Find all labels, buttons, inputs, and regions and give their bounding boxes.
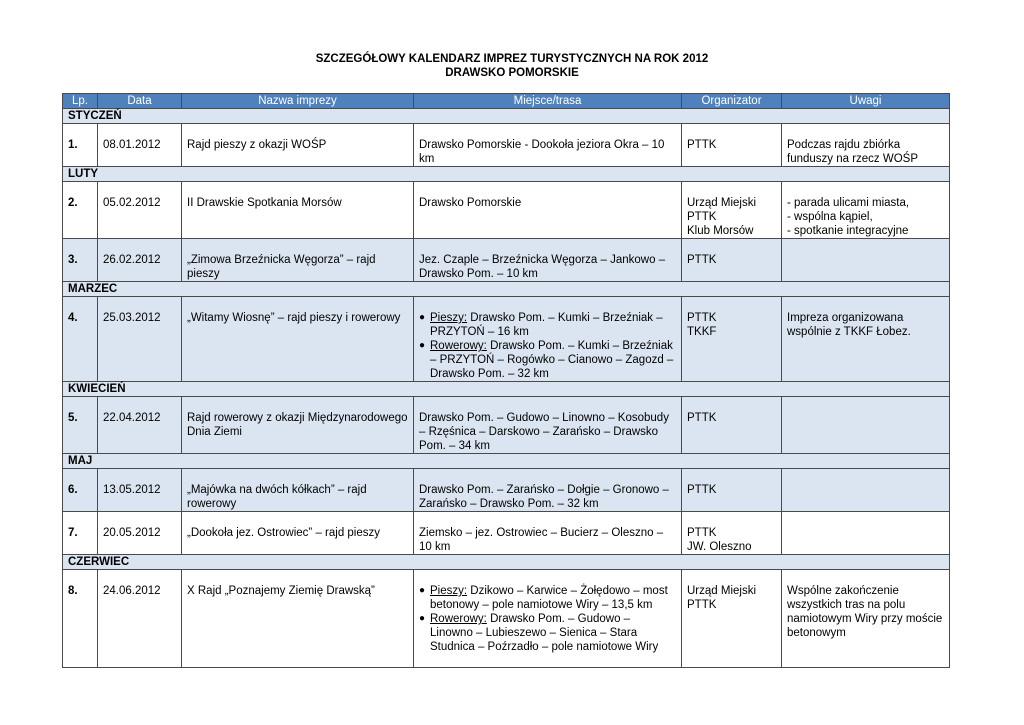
- organizer-line: PTTK: [687, 527, 717, 539]
- route-label: Rowerowy:: [430, 613, 487, 625]
- event-notes: [782, 469, 950, 512]
- event-organizer: [682, 397, 782, 454]
- bullet-icon: ●: [419, 340, 426, 351]
- event-date: 26.02.2012: [98, 239, 182, 282]
- table-row: [63, 124, 950, 167]
- event-date: 25.03.2012: [98, 297, 182, 382]
- note-line: Wspólne zakończenie wszystkich tras na polu namiotowym Wiry przy moście betonowym: [787, 585, 943, 639]
- events-calendar-table: [62, 93, 950, 668]
- event-organizer: [682, 124, 782, 167]
- event-place: Drawsko Pom. – Gudowo – Linowno – Kosobudy – Rzęśnica – Darskowo – Zarańsko – Drawsko Pom. – 34 km: [414, 397, 682, 454]
- event-organizer: [682, 297, 782, 382]
- organizer-line: PTTK: [687, 484, 717, 496]
- month-label: KWIECIEŃ: [63, 382, 950, 397]
- event-name: „Dookoła jez. Ostrowiec” – rajd pieszy: [182, 512, 414, 555]
- note-line: Podczas rajdu zbiórka funduszy na rzecz WOŚP: [787, 139, 919, 165]
- event-lp: 3.: [63, 239, 98, 282]
- organizer-line: TKKF: [687, 326, 717, 338]
- event-place: Drawsko Pom. – Zarańsko – Dołgie – Gronowo – Zarańsko – Drawsko Pom. – 32 km: [414, 469, 682, 512]
- event-place: Ziemsko – jez. Ostrowiec – Bucierz – Oleszno – 10 km: [414, 512, 682, 555]
- route-label: Rowerowy:: [430, 340, 487, 352]
- event-organizer: [682, 182, 782, 239]
- note-line: - spotkanie integracyjne: [787, 225, 909, 237]
- event-place: [414, 297, 682, 382]
- route-item: [419, 311, 676, 339]
- header-place-route: Miejsce/trasa: [414, 94, 682, 109]
- event-place: [414, 570, 682, 668]
- note-line: - wspólna kąpiel,: [787, 211, 873, 223]
- event-lp: 2.: [63, 182, 98, 239]
- organizer-line: Urząd Miejski: [687, 197, 757, 209]
- bullet-icon: ●: [419, 312, 426, 323]
- header-lp: Lp.: [63, 94, 98, 109]
- event-name: II Drawskie Spotkania Morsów: [182, 182, 414, 239]
- organizer-line: PTTK: [687, 139, 717, 151]
- table-header-row: [63, 94, 950, 109]
- route-item: [419, 612, 676, 654]
- event-date: 22.04.2012: [98, 397, 182, 454]
- header-event-name: Nazwa imprezy: [182, 94, 414, 109]
- event-notes: [782, 397, 950, 454]
- month-row-june: [63, 555, 950, 570]
- route-text: Drawsko Pom. – Kumki – Brzeźniak – PRZYTOŃ – Rogówko – Cianowo – Zagozd – Drawsko Pom. – 32 km: [430, 340, 674, 380]
- event-notes: [782, 124, 950, 167]
- organizer-line: Klub Morsów: [687, 225, 754, 237]
- table-row: [63, 469, 950, 512]
- document-subtitle: DRAWSKO POMORSKIE: [445, 67, 579, 79]
- organizer-line: PTTK: [687, 254, 717, 266]
- month-row-april: [63, 382, 950, 397]
- note-line: - parada ulicami miasta,: [787, 197, 910, 209]
- table-row: [63, 182, 950, 239]
- month-row-may: [63, 454, 950, 469]
- event-date: 13.05.2012: [98, 469, 182, 512]
- month-label: CZERWIEC: [63, 555, 950, 570]
- header-notes: Uwagi: [782, 94, 950, 109]
- event-lp: 6.: [63, 469, 98, 512]
- event-date: 08.01.2012: [98, 124, 182, 167]
- month-label: STYCZEŃ: [63, 109, 950, 124]
- organizer-line: JW. Oleszno: [687, 541, 752, 553]
- event-lp: 4.: [63, 297, 98, 382]
- note-line: Impreza organizowana wspólnie z TKKF Łobez.: [787, 312, 911, 338]
- event-lp: 8.: [63, 570, 98, 668]
- event-name: „Zimowa Brzeźnicka Węgorza” – rajd pieszy: [182, 239, 414, 282]
- event-name: Rajd pieszy z okazji WOŚP: [182, 124, 414, 167]
- table-row: [63, 570, 950, 668]
- event-notes: [782, 512, 950, 555]
- event-notes: [782, 182, 950, 239]
- header-organizer: Organizator: [682, 94, 782, 109]
- route-item: [419, 339, 676, 381]
- header-date: Data: [98, 94, 182, 109]
- event-notes: [782, 570, 950, 668]
- organizer-line: PTTK: [687, 599, 717, 611]
- event-date: 24.06.2012: [98, 570, 182, 668]
- document-title: SZCZEGÓŁOWY KALENDARZ IMPREZ TURYSTYCZNYCH NA ROK 2012: [315, 53, 709, 65]
- route-text: Drawsko Pom. – Gudowo – Linowno – Lubieszewo – Sienica – Stara Studnica – Poźrzadło – pole namiotowe Wiry: [430, 613, 659, 653]
- table-row: [63, 512, 950, 555]
- table-row: [63, 397, 950, 454]
- event-date: 05.02.2012: [98, 182, 182, 239]
- month-label: MARZEC: [63, 282, 950, 297]
- event-place: Drawsko Pomorskie: [414, 182, 682, 239]
- event-name: „Majówka na dwóch kółkach” – rajd rowerowy: [182, 469, 414, 512]
- event-name: Rajd rowerowy z okazji Międzynarodowego Dnia Ziemi: [182, 397, 414, 454]
- month-label: MAJ: [63, 454, 950, 469]
- table-row: [63, 297, 950, 382]
- event-name: X Rajd „Poznajemy Ziemię Drawską”: [182, 570, 414, 668]
- event-name: „Witamy Wiosnę” – rajd pieszy i rowerowy: [182, 297, 414, 382]
- route-item: [419, 584, 676, 612]
- route-list: [419, 311, 676, 381]
- route-list: [419, 584, 676, 654]
- table-row: [63, 239, 950, 282]
- event-organizer: [682, 239, 782, 282]
- route-label: Pieszy:: [430, 312, 468, 324]
- event-notes: [782, 297, 950, 382]
- event-date: 20.05.2012: [98, 512, 182, 555]
- organizer-line: Urząd Miejski: [687, 585, 757, 597]
- month-row-march: [63, 282, 950, 297]
- month-row-february: [63, 167, 950, 182]
- event-lp: 7.: [63, 512, 98, 555]
- organizer-line: PTTK: [687, 312, 717, 324]
- event-place: Jez. Czaple – Brzeźnicka Węgorza – Jankowo – Drawsko Pom. – 10 km: [414, 239, 682, 282]
- event-organizer: [682, 469, 782, 512]
- month-row-january: [63, 109, 950, 124]
- organizer-line: PTTK: [687, 412, 717, 424]
- month-label: LUTY: [63, 167, 950, 182]
- bullet-icon: ●: [419, 585, 426, 596]
- route-text: Dzikowo – Karwice – Żołędowo – most betonowy – pole namiotowe Wiry – 13,5 km: [430, 585, 668, 611]
- bullet-icon: ●: [419, 613, 426, 624]
- route-text: Drawsko Pom. – Kumki – Brzeźniak – PRZYTOŃ – 16 km: [430, 312, 663, 338]
- event-lp: 5.: [63, 397, 98, 454]
- event-place: Drawsko Pomorskie - Dookoła jeziora Okra – 10 km: [414, 124, 682, 167]
- route-label: Pieszy:: [430, 585, 468, 597]
- event-organizer: [682, 570, 782, 668]
- event-notes: [782, 239, 950, 282]
- event-lp: 1.: [63, 124, 98, 167]
- event-organizer: [682, 512, 782, 555]
- organizer-line: PTTK: [687, 211, 717, 223]
